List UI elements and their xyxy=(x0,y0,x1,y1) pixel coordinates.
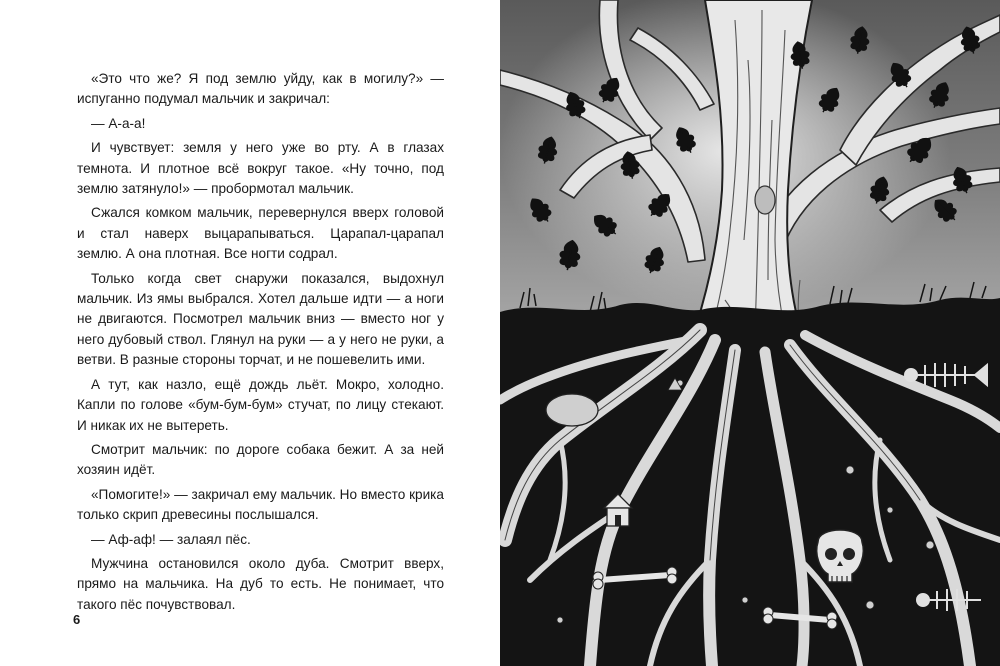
trunk-knot xyxy=(755,186,775,214)
paragraph-8: «Помогите!» — закричал ему мальчик. Но вместо крика только скрип древесины послышался. xyxy=(77,486,444,523)
tree-illustration xyxy=(500,0,1000,666)
paragraph-6: А тут, как назло, ещё дождь льёт. Мокро, холодно. Капли по голове «бум-бум-бум» стучат, по лицу стекают. И никак их не вытереть. xyxy=(77,376,444,433)
paragraph-10: Мужчина остановился около дуба. Смотрит вверх, прямо на мальчика. На дуб то есть. Не понимает, что такого пёс почувствовал. xyxy=(77,555,444,612)
paragraph-4: Сжался комком мальчик, перевернулся вверх головой и стал наверх выцарапываться. Царапал-царапал землю. А она плотная. Все ногти содрал. xyxy=(77,205,444,262)
stone xyxy=(546,394,598,426)
soil-ground xyxy=(500,298,1000,666)
paragraph-3: И чувствует: земля у него уже во рту. А в глазах темнота. И плотное всё вокруг такое. «Ну точно, под землю затянуло!» — пробормотал мальчик. xyxy=(77,140,444,197)
illustration-page xyxy=(500,0,1000,666)
page-number: 6 xyxy=(73,612,81,627)
story-text xyxy=(77,69,444,619)
paragraph-9: — Аф-аф! — залаял пёс. xyxy=(91,531,251,547)
paragraph-2: — А-а-а! xyxy=(91,115,146,131)
paragraph-1: «Это что же? Я под землю уйду, как в могилу?» — испуганно подумал мальчик и закричал: xyxy=(77,71,444,107)
paragraph-7: Смотрит мальчик: по дороге собака бежит. А за ней хозяин идёт. xyxy=(77,441,444,478)
paragraph-5: Только когда свет снаружи показался, выдохнул мальчик. Из ямы выбрался. Хотел дальше идти — а ноги не двигаются. Посмотрел мальчик вниз — вместо ног у него дубовый ствол. Глянул на руки — а у него не руки, а ветви. В разные стороны торчат, и не пошевелить ими. xyxy=(77,270,444,368)
